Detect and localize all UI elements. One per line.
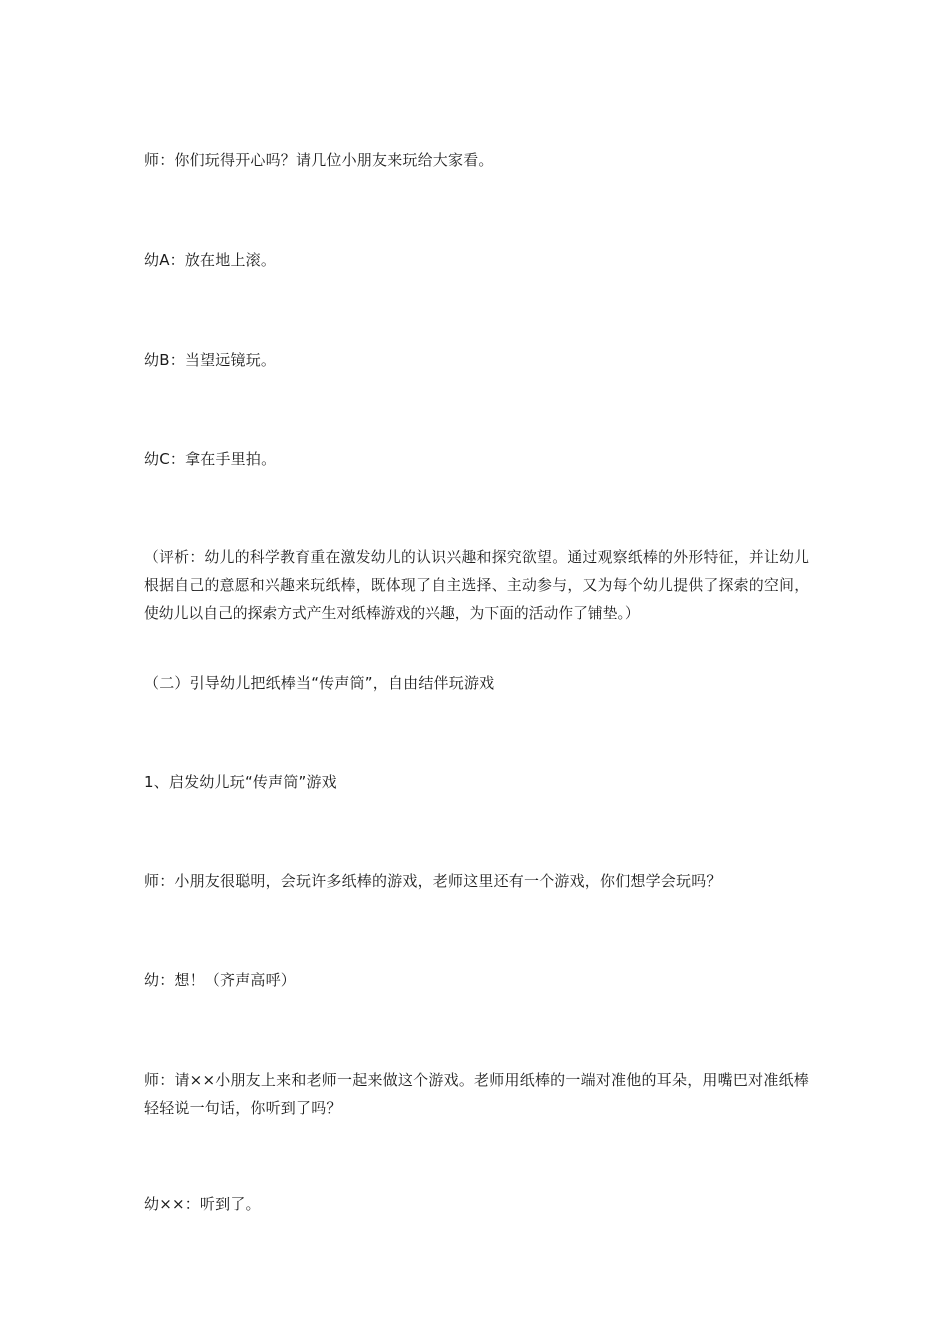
- commentary-paragraph: （评析：幼儿的科学教育重在激发幼儿的认识兴趣和探究欲望。通过观察纸棒的外形特征，并让幼儿根据自己的意愿和兴趣来玩纸棒，既体现了自主选择、主动参与，又为每个幼儿提供了探索的空间，使幼儿以自己的探索方式产生对纸棒游戏的兴趣，为下面的活动作了铺垫。）: [144, 549, 809, 622]
- dialogue-teacher-demo: 师：请××小朋友上来和老师一起来做这个游戏。老师用纸棒的一端对准他的耳朵，用嘴巴对准纸棒轻轻说一句话，你听到了吗？: [144, 1071, 809, 1117]
- dialogue-teacher-invite: 师：小朋友很聪明，会玩许多纸棒的游戏，老师这里还有一个游戏，你们想学会玩吗？: [144, 872, 722, 890]
- dialogue-child-a: 幼A：放在地上滚。: [144, 251, 277, 269]
- dialogue-child-b: 幼B：当望远镜玩。: [144, 351, 277, 369]
- dialogue-child-c: 幼C：拿在手里拍。: [144, 450, 277, 468]
- section-heading-2: （二）引导幼儿把纸棒当“传声筒”，自由结伴玩游戏: [144, 674, 495, 692]
- subsection-heading-1: 1、启发幼儿玩“传声筒”游戏: [144, 773, 337, 791]
- dialogue-children-reply: 幼：想！（齐声高呼）: [144, 971, 297, 989]
- dialogue-child-answer: 幼××：听到了。: [144, 1195, 261, 1213]
- dialogue-teacher-question: 师：你们玩得开心吗？请几位小朋友来玩给大家看。: [144, 151, 494, 169]
